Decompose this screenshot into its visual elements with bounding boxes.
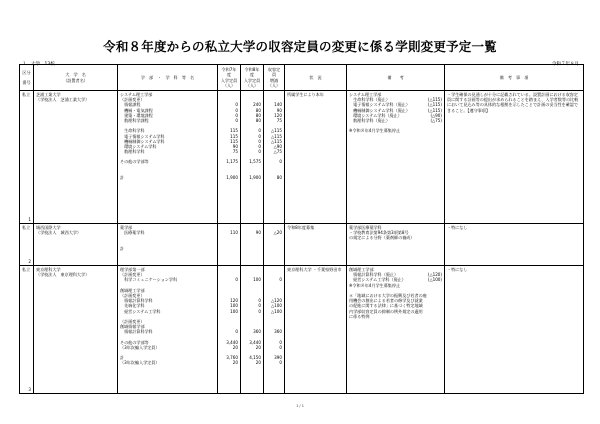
teiin-r8: 0 xyxy=(258,303,261,309)
faculty-name: 創域情報学部 xyxy=(120,324,145,330)
teiin-r8: 20 xyxy=(255,360,261,366)
faculty-name: 計 xyxy=(120,175,125,180)
faculty-name: 薬学部 xyxy=(120,225,133,230)
change-schedule-table xyxy=(19,64,584,394)
teiin-r8: 360 xyxy=(253,329,261,335)
faculty-cell xyxy=(118,266,218,394)
university-cell xyxy=(34,224,118,266)
faculty-name: 科学コミュニケーション学科 xyxy=(120,277,178,283)
faculty-name: 生命科学科 xyxy=(120,128,145,134)
teiin-r8: 4,150 xyxy=(249,355,261,361)
shochi-cell xyxy=(264,91,285,224)
teiin-r8: 80 xyxy=(255,117,261,123)
faculty-name: 環境システム学科 xyxy=(120,143,157,149)
shochi-change: 90 xyxy=(276,107,282,113)
university-cell xyxy=(34,91,118,224)
shochi-change: △100 xyxy=(271,303,282,309)
header-tokki: 備 考 事 項 xyxy=(445,65,584,91)
table-row xyxy=(20,91,584,224)
shochi-change: 0 xyxy=(279,344,282,350)
teiin-r8: 80 xyxy=(255,112,261,118)
shochi-change: 0 xyxy=(279,360,282,366)
table-row xyxy=(20,266,584,394)
r7-cell xyxy=(218,91,241,224)
shochi-change: 140 xyxy=(274,102,282,108)
teiin-r7: 90 xyxy=(232,143,238,149)
faculty-name: （3年次編入学定員） xyxy=(120,344,160,350)
row-number: 1 xyxy=(28,216,31,222)
shochi-cell xyxy=(264,224,285,266)
header-daigaku: 大 学 名 （設置者名） xyxy=(34,65,118,91)
shochi-change: △100 xyxy=(271,308,282,314)
bikou-cell: 創域理工学部 情報計算科学科（廃止） (△120) 経営システム工学科（廃止） (△100) ※令和８年4月学生募集停止 ＊「地域における大学の振興及び若者の雇 用機会の創出による若者の修学及び就業 の促進に関する法律」に基づく特定地域 内学部収容定員の抑制の例外規定の適用 に係る特例 xyxy=(347,266,445,394)
faculty-name: （計画変更） xyxy=(120,318,145,324)
teiin-r7: 100 xyxy=(230,303,238,309)
teiin-r8: 240 xyxy=(253,102,261,108)
faculty-name: 数理科学科 xyxy=(120,149,145,155)
shochi-change: 360 xyxy=(274,329,282,335)
faculty-name: システム理工学部 xyxy=(120,92,153,97)
teiin-r7: 0 xyxy=(235,102,238,108)
teiin-r8: 80 xyxy=(255,107,261,113)
section-label: １ 大学 13校 xyxy=(22,62,55,67)
shochi-change: 390 xyxy=(274,355,282,361)
shochi-change: 120 xyxy=(274,112,282,118)
faculty-name: 情報計算科学科 xyxy=(120,329,153,335)
teiin-r7: 20 xyxy=(232,360,238,366)
shochi-change: △120 xyxy=(271,298,282,304)
bikou-cell: 薬学部医療薬学科 ・学校教育法第94条第3項第8号 の規定による分野（薬剤師の養成） xyxy=(347,224,445,266)
teiin-r8: 0 xyxy=(258,298,261,304)
teiin-r8: 20 xyxy=(255,344,261,350)
university-name: 芝浦工業大学 xyxy=(36,92,61,97)
faculty-name: 理学部第一部 xyxy=(120,267,145,272)
table-row xyxy=(20,224,584,266)
faculty-name: （計画変更） xyxy=(120,272,145,278)
status-cell: 令和8年度募集 xyxy=(285,224,347,266)
r7-cell xyxy=(218,266,241,394)
teiin-r7: 115 xyxy=(230,133,238,139)
r8-cell xyxy=(241,266,264,394)
shochi-change: △90 xyxy=(273,143,282,149)
teiin-r7: 0 xyxy=(235,277,238,283)
shochi-change: 80 xyxy=(276,175,282,180)
tokki-cell: ・特になし xyxy=(445,266,584,394)
teiin-r7: 0 xyxy=(235,107,238,113)
teiin-r7: 0 xyxy=(235,112,238,118)
faculty-name: 創域理工学部 xyxy=(120,287,145,293)
teiin-r8: 0 xyxy=(258,308,261,314)
row-number: 3 xyxy=(28,386,31,392)
faculty-name: 建築・環境課程 xyxy=(120,112,153,118)
tokki-cell: ・特になし xyxy=(445,224,584,266)
teiin-r7: 0 xyxy=(235,329,238,335)
header-r7: 令和7年度 入学定員 （人） xyxy=(218,65,241,91)
teiin-r7: 115 xyxy=(230,138,238,144)
teiin-r7: 3,440 xyxy=(226,339,238,345)
kubun-cell: 私立 3 xyxy=(20,266,34,394)
header-gakubu: 学 部 ・ 学 科 等 名 xyxy=(118,65,218,91)
shochi-change: 0 xyxy=(279,277,282,283)
status-cell: 所属学生により本年 xyxy=(285,91,347,224)
status-cell: 東京理科大学 ・千葉県野田市 xyxy=(285,266,347,394)
r7-cell xyxy=(218,224,241,266)
faculty-name: 電子情報システム学科 xyxy=(120,133,165,139)
faculty-name: その他の学部等 xyxy=(120,159,149,165)
kubun-cell: 私立 1 xyxy=(20,91,34,224)
teiin-r7: 20 xyxy=(232,344,238,350)
teiin-r7: 3,760 xyxy=(226,355,238,361)
header-shochi: 収容定員 増減 （人） xyxy=(264,65,285,91)
faculty-name: 医療薬学科 xyxy=(120,230,145,236)
shochi-change: 75 xyxy=(276,117,282,123)
shochi-change: △20 xyxy=(273,230,282,236)
teiin-r8: 100 xyxy=(253,277,261,283)
teiin-r7: 115 xyxy=(230,128,238,134)
teiin-r8: 0 xyxy=(258,143,261,149)
faculty-name: （3年次編入学定員） xyxy=(120,360,160,366)
faculty-name: 機械・電気課程 xyxy=(120,107,153,113)
faculty-name: （計画変更） xyxy=(120,292,145,298)
page-number: 1 / 1 xyxy=(296,404,304,408)
teiin-r8: 0 xyxy=(258,133,261,139)
r8-cell xyxy=(241,91,264,224)
faculty-name: 経営システム工学科 xyxy=(120,308,161,314)
header-status: 状 況 xyxy=(285,65,347,91)
faculty-name: （計画変更） xyxy=(120,97,145,103)
tokki-cell: ・学生確保の見通しが十分に記載されている。設置計画における収容定員に関する計画等の提出が求められることを踏まえ、入学者数等の比較において見込み等の具体的な根拠を示したことで計画の妥当性を確認できること。【遵守事項】 xyxy=(445,91,584,224)
date-label: 令和７年８月 xyxy=(552,62,579,67)
teiin-r8: 1,575 xyxy=(249,159,261,165)
setchisha-name: （学校法人 城西大学） xyxy=(36,230,82,236)
faculty-name: 機械制御システム学科 xyxy=(120,138,165,144)
page-title: 令和８年度からの私立大学の収容定員の変更に係る学則変更予定一覧 xyxy=(103,39,497,54)
shochi-change: △115 xyxy=(271,133,282,139)
university-name: 城西国際大学 xyxy=(36,225,61,230)
faculty-name: その他の学部等 xyxy=(120,339,149,345)
teiin-r8: 0 xyxy=(258,128,261,134)
faculty-name: 情報課程 xyxy=(120,102,141,108)
teiin-r7: 110 xyxy=(230,230,238,236)
header-r8: 令和8年度 入学定員 （人） xyxy=(241,65,264,91)
shochi-change: △115 xyxy=(271,138,282,144)
teiin-r8 xyxy=(243,246,261,251)
teiin-r8: 0 xyxy=(258,149,261,155)
faculty-name: 計 xyxy=(120,355,125,361)
shochi-change: △75 xyxy=(273,149,282,155)
shochi-change xyxy=(266,246,282,251)
row-number: 2 xyxy=(28,258,31,264)
teiin-r8: 1,900 xyxy=(249,175,261,180)
teiin-r7 xyxy=(220,246,238,251)
faculty-name: 先端化学科 xyxy=(120,303,145,309)
bikou-cell: システム理工学部 生命科学科（廃止） (△115) 電子情報システム学科（廃止） (△115) 機械制御システム学科（廃止） (△115) 環境システム学科（廃止） (△90) 数理科学科（廃止） (△75) ※令和８年4月学生募集停止 xyxy=(347,91,445,224)
header-bikou: 備 考 xyxy=(347,65,445,91)
faculty-name: 数理科学課程 xyxy=(120,117,149,123)
teiin-r7: 100 xyxy=(230,308,238,314)
faculty-cell xyxy=(118,91,218,224)
setchisha-name: （学校法人 東京理科大学） xyxy=(36,272,90,278)
teiin-r7: 1,175 xyxy=(226,159,238,165)
kubun-cell: 私立 2 xyxy=(20,224,34,266)
shochi-change: 0 xyxy=(279,159,282,165)
teiin-r7: 120 xyxy=(230,298,238,304)
teiin-r7: 1,900 xyxy=(226,175,238,180)
header-kubun: 区分 番号 xyxy=(20,65,34,91)
university-name: 東京理科大学 xyxy=(36,267,61,272)
setchisha-name: （学校法人 芝浦工業大学） xyxy=(36,97,90,103)
teiin-r8: 3,440 xyxy=(249,339,261,345)
teiin-r8: 0 xyxy=(258,138,261,144)
r8-cell xyxy=(241,224,264,266)
shochi-change: 0 xyxy=(279,339,282,345)
shochi-change: △115 xyxy=(271,128,282,134)
teiin-r8: 90 xyxy=(255,230,261,236)
teiin-r7: 0 xyxy=(235,117,238,123)
faculty-name: 情報計算科学科 xyxy=(120,298,153,304)
faculty-cell xyxy=(118,224,218,266)
shochi-cell xyxy=(264,266,285,394)
university-cell xyxy=(34,266,118,394)
teiin-r7: 75 xyxy=(232,149,238,155)
faculty-name: 計 xyxy=(120,245,125,251)
